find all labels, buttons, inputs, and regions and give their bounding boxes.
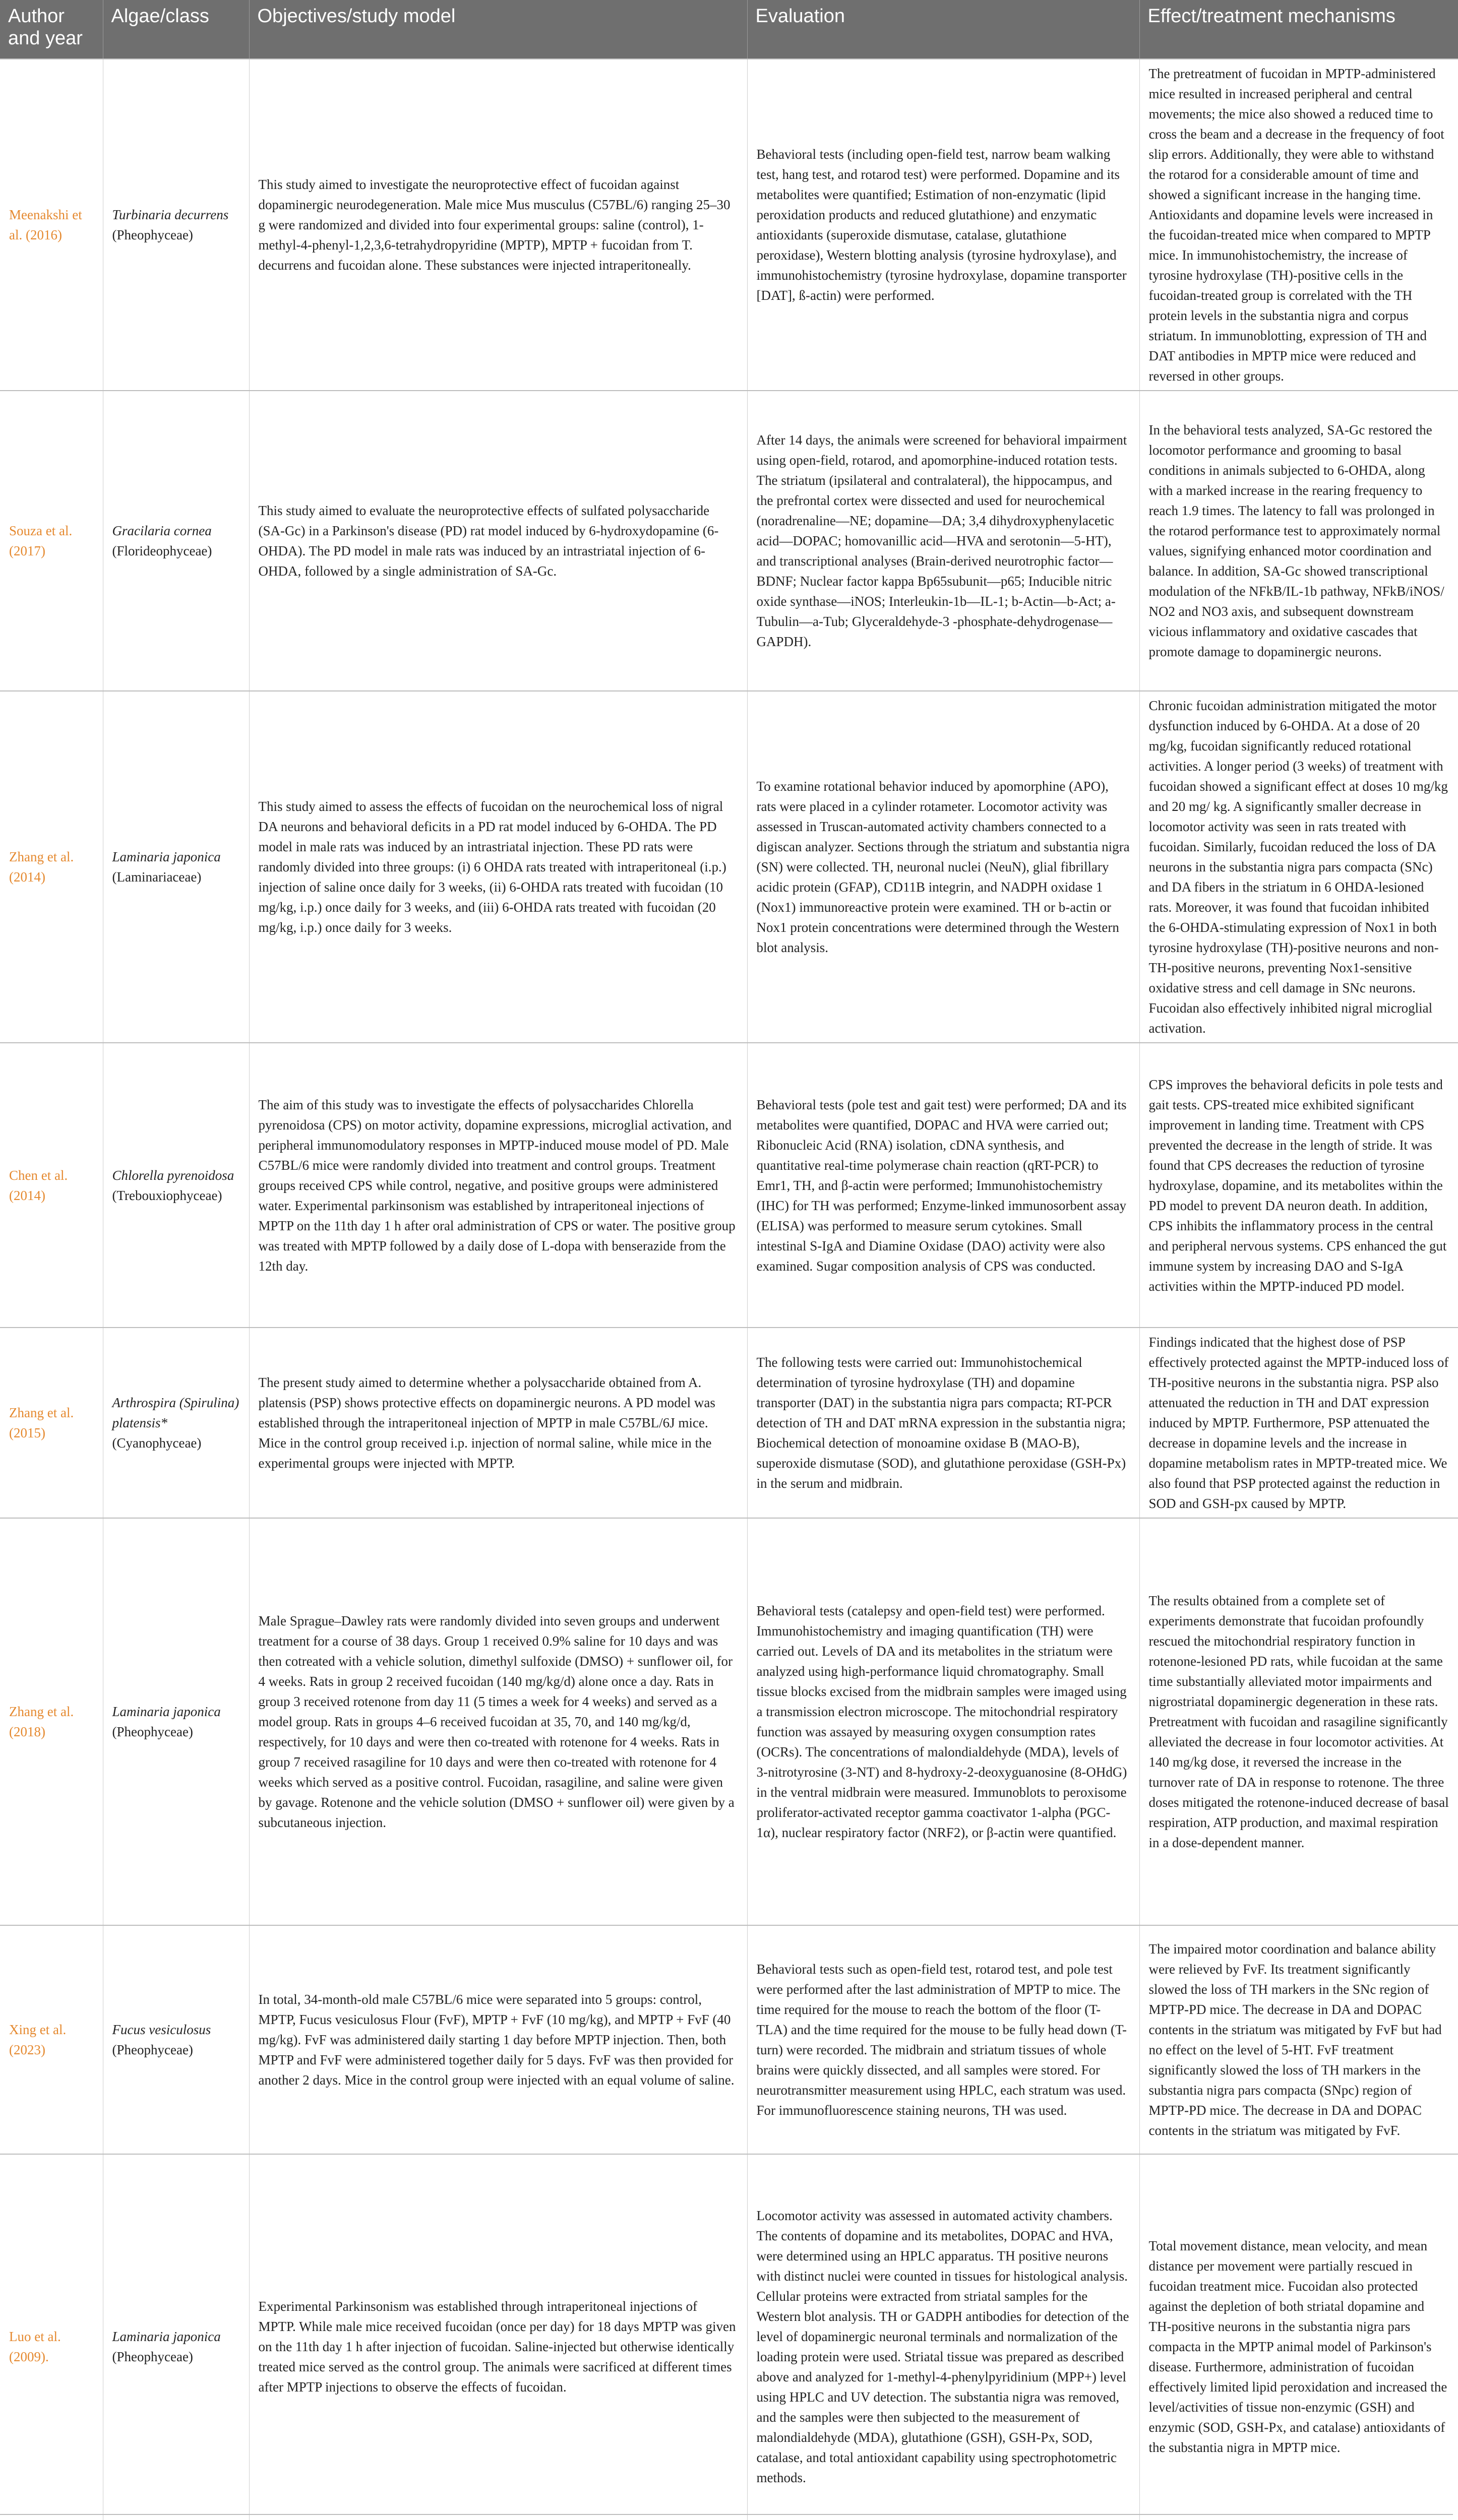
algae-name: Fucus vesiculosus [112, 2022, 211, 2037]
objectives-cell: This study aimed to investigate the neuroprotective effect of fucoidan against dopaminergic neurodegeneration. Male mice Mus musculus (C57BL/6) ranging 25–30 g were randomized and divided into four experimental groups: saline (control), 1-methyl-4-phenyl-1,2,3,6-tetrahydropyridine (MPTP), MPTP + fucoidan from T. decurrens and fucoidan alone. These substances were injected intraperitoneally. [249, 59, 747, 391]
objectives-cell: This study aimed to evaluate the neuroprotective effects of sulfated polysaccharide (SA-Gc) in a Parkinson's disease (PD) rat model induced by 6-hydroxydopamine (6-OHDA). The PD model in male rats was induced by an intrastriatal injection of 6-OHDA, followed by a single administration of SA-Gc. [249, 391, 747, 691]
objectives-cell: The present study aimed to determine whether a polysaccharide obtained from A. platensis (PSP) shows protective effects on dopaminergic neurons. A PD model was established through the intraperitoneal injection of MPTP in male C57BL/6J mice. Mice in the control group received i.p. injection of normal saline, while mice in the experimental groups were injected with MPTP. [249, 1328, 747, 1518]
algae-class: (Laminariaceae) [112, 869, 202, 885]
author-link[interactable]: Souza et al. (2017) [0, 391, 103, 691]
algae-name: Turbinaria decurrens [112, 207, 229, 222]
header-row [0, 0, 1458, 59]
algae-class: (Cyanophyceae) [112, 1435, 202, 1451]
algae-cell [103, 1518, 249, 1925]
objectives-cell: Experimental Parkinsonism was established through intraperitoneal injections of MPTP. While male mice received fucoidan (once per day) for 18 days MPTP was given on the 11th day 1 h after injection of fucoidan. Saline-injected but otherwise identically treated mice served as the control group. The animals were sacrificed at different times after MPTP injections to observe the effects of fucoidan. [249, 2154, 747, 2520]
effect-cell: The results obtained from a complete set of experiments demonstrate that fucoidan profoundly rescued the mitochondrial respiratory function in rotenone-lesioned PD rats, while fucoidan at the same time substantially alleviated motor impairments and nigrostriatal dopaminergic degeneration in these rats. Pretreatment with fucoidan and rasagiline significantly alleviated the decrease in four locomotor activities. At 140 mg/kg dose, it reversed the increase in the turnover rate of DA in response to rotenone. The three doses mitigated the rotenone-induced decrease of basal respiration, ATP production, and maximal respiration in a dose-dependent manner. [1139, 1518, 1458, 1925]
algae-class: (Trebouxiophyceae) [112, 1187, 222, 1203]
algae-name: Laminaria japonica [112, 849, 221, 864]
effect-cell: The impaired motor coordination and balance ability were relieved by FvF. Its treatment significantly slowed the loss of TH markers in the SNc region of MPTP-PD mice. The decrease in DA and DOPAC contents in the striatum was mitigated by FvF but had no effect on the level of 5-HT. FvF treatment significantly slowed the loss of TH markers in the substantia nigra pars compacta (SNpc) region of MPTP-PD mice. The decrease in DA and DOPAC contents in the striatum was mitigated by FvF. [1139, 1925, 1458, 2154]
evaluation-cell: Behavioral tests (pole test and gait test) were performed; DA and its metabolites were quantified, DOPAC and HVA were carried out; Ribonucleic Acid (RNA) isolation, cDNA synthesis, and quantitative real-time polymerase chain reaction (qRT-PCR) to Emr1, TH, and β-actin were performed; Immunohistochemistry (IHC) for TH was performed; Enzyme-linked immunosorbent assay (ELISA) was performed to measure serum cytokines. Small intestinal S-IgA and Diamine Oxidase (DAO) activity were also examined. Sugar composition analysis of CPS was conducted. [747, 1043, 1139, 1328]
table-row [0, 1043, 1458, 1328]
algae-cell [103, 691, 249, 1043]
evaluation-cell: Behavioral tests (including open-field test, narrow beam walking test, hang test, and rotarod test) were performed. Dopamine and its metabolites were quantified; Estimation of non-enzymatic (lipid peroxidation products and reduced glutathione) and enzymatic antioxidants (superoxide dismutase, catalase, glutathione peroxidase), Western blotting analysis (tyrosine hydroxylase), and immunohistochemistry (tyrosine hydroxylase, dopamine transporter [DAT], ß-actin) were performed. [747, 59, 1139, 391]
author-link[interactable]: Luo et al. (2009). [0, 2154, 103, 2520]
table-row [0, 1518, 1458, 1925]
algae-cell [103, 59, 249, 391]
table-row [0, 1328, 1458, 1518]
algae-class: (Pheophyceae) [112, 2349, 193, 2364]
table-row [0, 2154, 1458, 2520]
effect-cell: Total movement distance, mean velocity, and mean distance per movement were partially rescued in fucoidan treatment mice. Fucoidan also protected against the depletion of both striatal dopamine and TH-positive neurons in the substantia nigra pars compacta in the MPTP animal model of Parkinson's disease. Furthermore, administration of fucoidan effectively limited lipid peroxidation and increased the level/activities of tissue non-enzymic (GSH) and enzymic (SOD, GSH-Px, and catalase) antioxidants of the substantia nigra in MPTP mice. [1139, 2154, 1458, 2520]
effect-cell: Findings indicated that the highest dose of PSP effectively protected against the MPTP-induced loss of TH-positive neurons in the substantia nigra. PSP also attenuated the reduction in TH and DAT expression induced by MPTP. Furthermore, PSP attenuated the decrease in dopamine levels and the increase in dopamine metabolism rates in MPTP-treated mice. We also found that PSP protected against the reduction in SOD and GSH-px caused by MPTP. [1139, 1328, 1458, 1518]
effect-cell: In the behavioral tests analyzed, SA-Gc restored the locomotor performance and grooming to basal conditions in animals subjected to 6-OHDA, along with a marked increase in the rearing frequency to reach 1.9 times. The latency to fall was prolonged in the rotarod performance test to approximately normal values, signifying enhanced motor coordination and balance. In addition, SA-Gc showed transcriptional modulation of the NFkB/IL-1b pathway, NFkB/iNOS/ NO2 and NO3 axis, and subsequent downstream vicious inflammatory and oxidative cascades that promote damage to dopaminergic neurons. [1139, 391, 1458, 691]
header-algae: Algae/class [103, 0, 249, 59]
table-row [0, 391, 1458, 691]
header-evaluation: Evaluation [747, 0, 1139, 59]
objectives-cell: This study aimed to assess the effects of fucoidan on the neurochemical loss of nigral DA neurons and behavioral deficits in a PD rat model induced by 6-OHDA. The PD model in male rats was induced by an intrastriatal injection. These PD rats were randomly divided into three groups: (i) 6 OHDA rats treated with intraperitoneal (i.p.) injection of saline once daily for 3 weeks, (ii) 6-OHDA rats treated with fucoidan (10 mg/kg, i.p.) once daily for 3 weeks, and (iii) 6-OHDA rats treated with fucoidan (20 mg/kg, i.p.) once daily for 3 weeks. [249, 691, 747, 1043]
algae-class: (Pheophyceae) [112, 2042, 193, 2057]
evaluation-cell: Locomotor activity was assessed in automated activity chambers. The contents of dopamine and its metabolites, DOPAC and HVA, were determined using an HPLC apparatus. TH positive neurons with distinct nuclei were counted in tissues for histological analysis. Cellular proteins were extracted from striatal samples for the Western blot analysis. TH or GADPH antibodies for detection of the level of dopaminergic neuronal terminals and normalization of the loading protein were used. Striatal tissue was prepared as described above and analyzed for 1-methyl-4-phenylpyridinium (MPP+) level using HPLC and UV detection. The substantia nigra was removed, and the samples were then subjected to the measurement of malondialdehyde (MDA), glutathione (GSH), GSH-Px, SOD, catalase, and total antioxidant capability using spectrophotometric methods. [747, 2154, 1139, 2520]
algae-name: Arthrospira (Spirulina) platensis* [112, 1395, 239, 1430]
header-objectives: Objectives/study model [249, 0, 747, 59]
algae-cell [103, 1925, 249, 2154]
author-link[interactable]: Meenakshi et al. (2016) [0, 59, 103, 391]
author-link[interactable]: Chen et al. (2014) [0, 1043, 103, 1328]
evaluation-cell: Behavioral tests such as open-field test, rotarod test, and pole test were performed after the last administration of MPTP to mice. The time required for the mouse to reach the bottom of the floor (T-TLA) and the time required for the mouse to be fully head down (T-turn) were recorded. The midbrain and striatum tissues of whole brains were quickly dissected, and all samples were stored. For neurotransmitter measurement using HPLC, each stratum was used. For immunofluorescence staining neurons, TH was used. [747, 1925, 1139, 2154]
table-footnote [0, 2514, 1453, 2520]
author-link[interactable]: Zhang et al. (2015) [0, 1328, 103, 1518]
algae-cell [103, 1328, 249, 1518]
algae-cell [103, 391, 249, 691]
objectives-cell: Male Sprague–Dawley rats were randomly divided into seven groups and underwent treatment for a course of 38 days. Group 1 received 0.9% saline for 10 days and was then cotreated with a vehicle solution, dimethyl sulfoxide (DMSO) + sunflower oil, for 4 weeks. Rats in group 2 received fucoidan (140 mg/kg/d) alone once a day. Rats in group 3 received rotenone from day 11 (5 times a week for 4 weeks) and served as a model group. Rats in groups 4–6 received fucoidan at 35, 70, and 140 mg/kg/d, respectively, for 10 days and were then co-treated with rotenone for 4 weeks. Rats in group 7 received rasagiline for 10 days and were then co-treated with rotenone for 4 weeks which served as a positive control. Fucoidan, rasagiline, and saline were given by gavage. Rotenone and the vehicle solution (DMSO + sunflower oil) were given by a subcutaneous injection. [249, 1518, 747, 1925]
algae-name: Chlorella pyrenoidosa [112, 1167, 234, 1183]
author-link[interactable]: Zhang et al. (2014) [0, 691, 103, 1043]
algae-class: (Pheophyceae) [112, 227, 193, 242]
author-link[interactable]: Zhang et al. (2018) [0, 1518, 103, 1925]
effect-cell: Chronic fucoidan administration mitigated the motor dysfunction induced by 6-OHDA. At a dose of 20 mg/kg, fucoidan significantly reduced rotational activities. A longer period (3 weeks) of treatment with fucoidan showed a significant effect at doses 10 mg/kg and 20 mg/ kg. A significantly smaller decrease in locomotor activity was seen in rats treated with fucoidan. Similarly, fucoidan reduced the loss of DA neurons in the substantia nigra pars compacta (SNc) and DA fibers in the striatum in 6 OHDA-lesioned rats. Moreover, it was found that fucoidan inhibited the 6-OHDA-stimulating expression of Nox1 in both tyrosine hydroxylase (TH)-positive neurons and non-TH-positive neurons, preventing Nox1-sensitive oxidative stress and cell damage in SNc neurons. Fucoidan also effectively inhibited nigral microglial activation. [1139, 691, 1458, 1043]
objectives-cell: The aim of this study was to investigate the effects of polysaccharides Chlorella pyrenoidosa (CPS) on motor activity, dopamine expressions, microglial activation, and peripheral immunomodulatory responses in MPTP-induced mouse model of PD. Male C57BL/6 mice were randomly divided into treatment and control groups. Treatment groups received CPS while control, negative, and positive groups were administered water. Experimental parkinsonism was established by intraperitoneal injections of MPTP on the 11th day 1 h after oral administration of CPS or water. The positive group was treated with MPTP followed by a daily dose of L-dopa with benserazide from the 12th day. [249, 1043, 747, 1328]
evaluation-cell: The following tests were carried out: Immunohistochemical determination of tyrosine hydroxylase (TH) and dopamine transporter (DAT) in the substantia nigra pars compacta; RT-PCR detection of TH and DAT mRNA expression in the substantia nigra; Biochemical detection of monoamine oxidase B (MAO-B), superoxide dismutase (SOD), and glutathione peroxidase (GSH-Px) in the serum and midbrain. [747, 1328, 1139, 1518]
effect-cell: CPS improves the behavioral deficits in pole tests and gait tests. CPS-treated mice exhibited significant improvement in landing time. Treatment with CPS prevented the decrease in the length of stride. It was found that CPS decreases the reduction of tyrosine hydroxylase, dopamine, and its metabolites within the PD model to prevent DA neuron death. In addition, CPS inhibits the inflammatory process in the central and peripheral nervous systems. CPS enhanced the gut immune system by increasing DAO and S-IgA activities within the MPTP-induced PD model. [1139, 1043, 1458, 1328]
evaluation-cell: Behavioral tests (catalepsy and open-field test) were performed. Immunohistochemistry and imaging quantification (TH) were carried out. Levels of DA and its metabolites in the striatum were analyzed using high-performance liquid chromatography. Small tissue blocks excised from the midbrain samples were imaged using a transmission electron microscope. The mitochondrial respiratory function was assayed by measuring oxygen consumption rates (OCRs). The concentrations of malondialdehyde (MDA), levels of 3-nitrotyrosine (3-NT) and 8-hydroxy-2-deoxyguanosine (8-OHdG) in the ventral midbrain were measured. Immunoblots to peroxisome proliferator-activated receptor gamma coactivator 1-alpha (PGC-1α), nuclear respiratory factor (NRF2), or β-actin were quantified. [747, 1518, 1139, 1925]
evaluation-cell: After 14 days, the animals were screened for behavioral impairment using open-field, rotarod, and apomorphine-induced rotation tests. The striatum (ipsilateral and contralateral), the hippocampus, and the prefrontal cortex were dissected and used for neurochemical (noradrenaline—NE; dopamine—DA; 3,4 dihydroxyphenylacetic acid—DOPAC; homovanillic acid—HVA and serotonin—5-HT), and transcriptional analyses (Brain-derived neurotrophic factor—BDNF; Nuclear factor kappa Bp65subunit—p65; Inducible nitric oxide synthase—iNOS; Interleukin-1b—IL-1; b-Actin—b-Act; a-Tubulin—a-Tub; Glyceraldehyde-3 -phosphate-dehydrogenase—GAPDH). [747, 391, 1139, 691]
evaluation-cell: To examine rotational behavior induced by apomorphine (APO), rats were placed in a cylinder rotameter. Locomotor activity was assessed in Truscan-automated activity chambers connected to a digiscan analyzer. Sections through the striatum and substantia nigra (SN) were collected. TH, neuronal nuclei (NeuN), glial fibrillary acidic protein (GFAP), CD11B integrin, and NADPH oxidase 1 (Nox1) immunoreactive protein were examined. TH or b-actin or Nox1 protein concentrations were determined through the Western blot analysis. [747, 691, 1139, 1043]
table-row [0, 59, 1458, 391]
algae-class: (Pheophyceae) [112, 1724, 193, 1739]
algae-cell [103, 2154, 249, 2520]
objectives-cell: In total, 34-month-old male C57BL/6 mice were separated into 5 groups: control, MPTP, Fucus vesiculosus Flour (FvF), MPTP + FvF (10 mg/kg), and MPTP + FvF (40 mg/kg). FvF was administered daily starting 1 day before MPTP injection. Then, both MPTP and FvF were administered together daily for 5 days. FvF was then provided for another 2 days. Mice in the control group were injected with an equal volume of saline. [249, 1925, 747, 2154]
table-row [0, 691, 1458, 1043]
table-row [0, 1925, 1458, 2154]
algae-cell [103, 1043, 249, 1328]
algae-name: Laminaria japonica [112, 2328, 221, 2344]
effect-cell: The pretreatment of fucoidan in MPTP-administered mice resulted in increased peripheral and central movements; the mice also showed a reduced time to cross the beam and a decrease in the frequency of foot slip errors. Additionally, they were able to withstand the rotarod for a considerable amount of time and showed a significant increase in the hanging time. Antioxidants and dopamine levels were increased in the fucoidan-treated mice when compared to MPTP mice. In immunohistochemistry, the increase of tyrosine hydroxylase (TH)-positive cells in the fucoidan-treated group is correlated with the TH protein levels in the substantia nigra and corpus striatum. In immunoblotting, expression of TH and DAT antibodies in MPTP mice were reduced and reversed in other groups. [1139, 59, 1458, 391]
algae-name: Gracilaria cornea [112, 523, 212, 538]
author-link[interactable]: Xing et al. (2023) [0, 1925, 103, 2154]
algae-class: (Florideophyceae) [112, 543, 212, 558]
header-author: Author and year [0, 0, 103, 59]
algae-name: Laminaria japonica [112, 1704, 221, 1719]
header-effect: Effect/treatment mechanisms [1139, 0, 1458, 59]
